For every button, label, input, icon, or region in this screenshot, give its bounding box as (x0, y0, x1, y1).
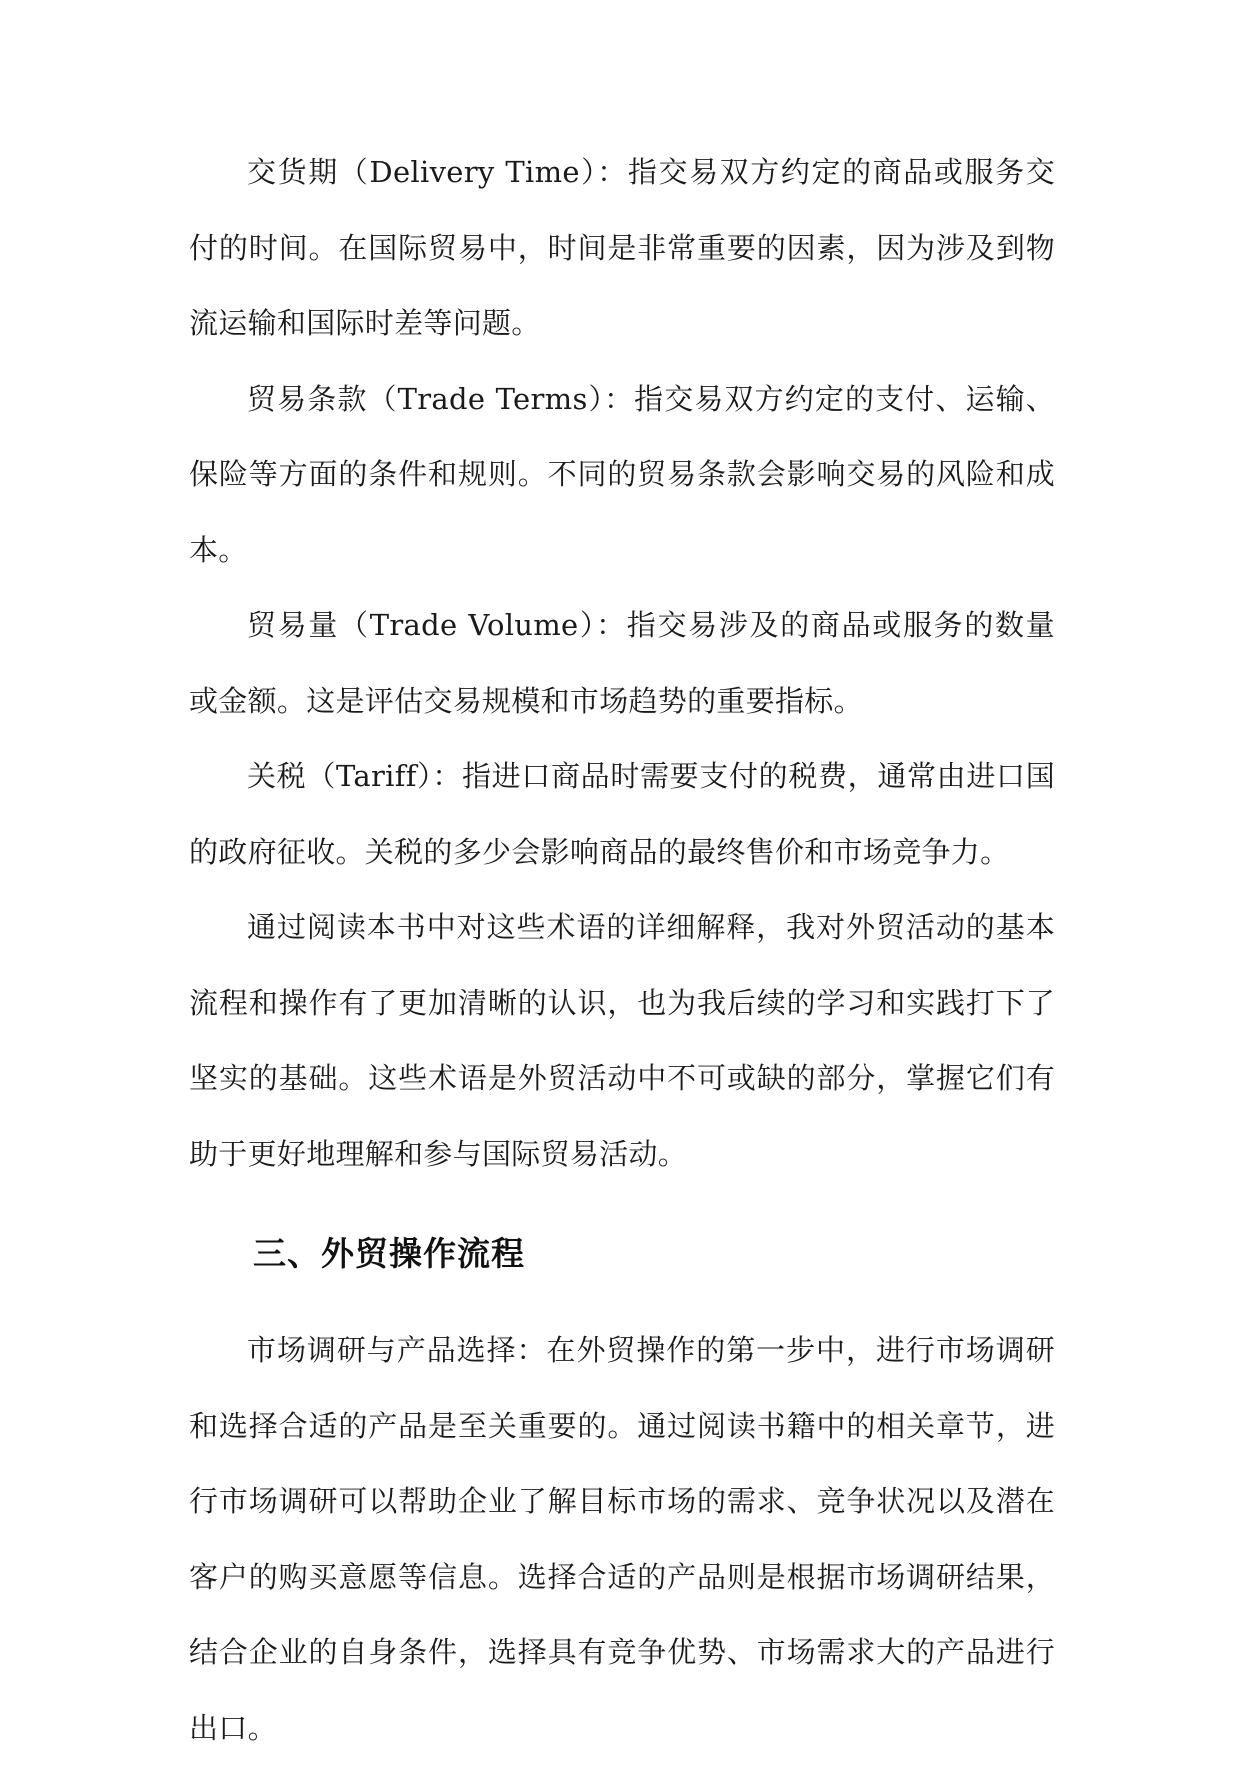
document-body (189, 135, 1055, 1766)
paragraph-market-research: 市场调研与产品选择：在外贸操作的第一步中，进行市场调研和选择合适的产品是至关重要的。通过阅读书籍中的相关章节，进行市场调研可以帮助企业了解目标市场的需求、竞争状况以及潜在客户的购买意愿等信息。选择合适的产品则是根据市场调研结果，结合企业的自身条件，选择具有竞争优势、市场需求大的产品进行出口。 (189, 1333, 1055, 1745)
paragraph-trade-volume: 贸易量（Trade Volume）：指交易涉及的商品或服务的数量或金额。这是评估交易规模和市场趋势的重要指标。 (189, 608, 1055, 718)
paragraph-tariff: 关税（Tariff）：指进口商品时需要支付的税费，通常由进口国的政府征收。关税的多少会影响商品的最终售价和市场竞争力。 (189, 759, 1055, 869)
paragraph-trade-terms: 贸易条款（Trade Terms）：指交易双方约定的支付、运输、保险等方面的条件和规则。不同的贸易条款会影响交易的风险和成本。 (189, 381, 1055, 567)
paragraph-summary: 通过阅读本书中对这些术语的详细解释，我对外贸活动的基本流程和操作有了更加清晰的认识，也为我后续的学习和实践打下了坚实的基础。这些术语是外贸活动中不可或缺的部分，掌握它们有助于更好地理解和参与国际贸易活动。 (189, 910, 1055, 1171)
paragraph-delivery-time: 交货期（Delivery Time）：指交易双方约定的商品或服务交付的时间。在国际贸易中，时间是非常重要的因素，因为涉及到物流运输和国际时差等问题。 (189, 155, 1055, 340)
section-heading: 三、外贸操作流程 (253, 1234, 525, 1273)
